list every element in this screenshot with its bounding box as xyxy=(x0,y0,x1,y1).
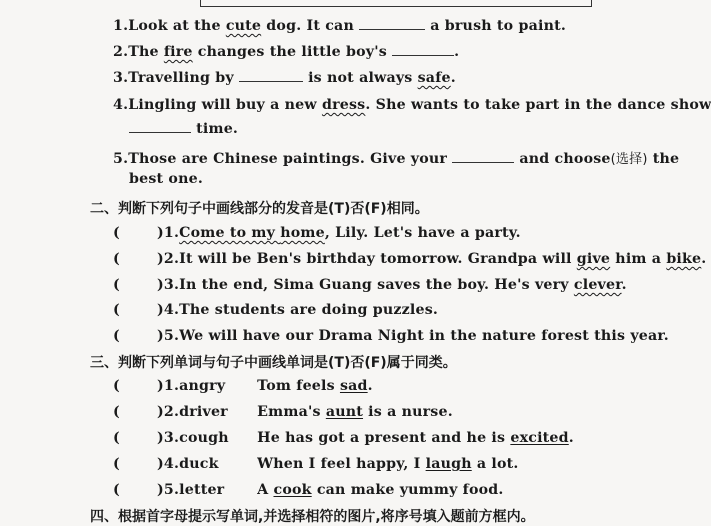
question-4: 4.Lingling will buy a new dress. She wants to take part in the dance show xyxy=(113,97,711,113)
s2-item-2: ( )2.It will be Ben's birthday tomorrow. Grandpa will give him a bike. xyxy=(113,251,707,267)
answer-blank[interactable] xyxy=(129,120,191,133)
answer-paren[interactable]: ( xyxy=(113,328,120,344)
top-frame xyxy=(200,0,592,7)
s3-item-1: ( )1.angry Tom feels sad. xyxy=(113,378,373,394)
question-5-cont: best one. xyxy=(129,171,203,187)
answer-paren[interactable]: ( xyxy=(113,277,120,293)
s2-item-5: ( )5.We will have our Drama Night in the nature forest this year. xyxy=(113,328,669,344)
answer-blank[interactable] xyxy=(392,43,454,56)
s3-item-2: ( )2.driver Emma's aunt is a nurse. xyxy=(113,404,453,420)
s3-item-4: ( )4.duck When I feel happy, I laugh a lot. xyxy=(113,456,519,472)
question-3: 3.Travelling by is not always safe. xyxy=(113,70,456,86)
answer-paren[interactable]: ( xyxy=(113,251,120,267)
answer-paren[interactable]: ( xyxy=(113,482,120,498)
s3-item-3: ( )3.cough He has got a present and he is excited. xyxy=(113,430,574,446)
question-5: 5.Those are Chinese paintings. Give your and choose(选择) the xyxy=(113,151,680,167)
answer-blank[interactable] xyxy=(359,17,425,30)
answer-paren[interactable]: ( xyxy=(113,302,120,318)
question-2: 2.The fire changes the little boy's . xyxy=(113,44,460,60)
section-4-heading: 四、根据首字母提示写单词,并选择相符的图片,将序号填入题前方框内。 xyxy=(90,509,535,525)
answer-blank[interactable] xyxy=(239,69,303,82)
question-1: 1.Look at the cute dog. It can a brush to paint. xyxy=(113,18,566,34)
s2-item-4: ( )4.The students are doing puzzles. xyxy=(113,302,439,318)
section-2-heading: 二、判断下列句子中画线部分的发音是(T)否(F)相同。 xyxy=(90,201,429,217)
answer-paren[interactable]: ( xyxy=(113,456,120,472)
s2-item-1: ( )1.Come to my home, Lily. Let's have a party. xyxy=(113,225,521,241)
s3-item-5: ( )5.letter A cook can make yummy food. xyxy=(113,482,504,498)
section-3-heading: 三、判断下列单词与句子中画线单词是(T)否(F)属于同类。 xyxy=(90,355,457,371)
answer-paren[interactable]: ( xyxy=(113,378,120,394)
s2-item-3: ( )3.In the end, Sima Guang saves the boy. He's very clever. xyxy=(113,277,627,293)
answer-paren[interactable]: ( xyxy=(113,225,120,241)
answer-paren[interactable]: ( xyxy=(113,404,120,420)
answer-paren[interactable]: ( xyxy=(113,430,120,446)
answer-blank[interactable] xyxy=(452,150,514,163)
question-4-cont: time. xyxy=(129,120,238,137)
